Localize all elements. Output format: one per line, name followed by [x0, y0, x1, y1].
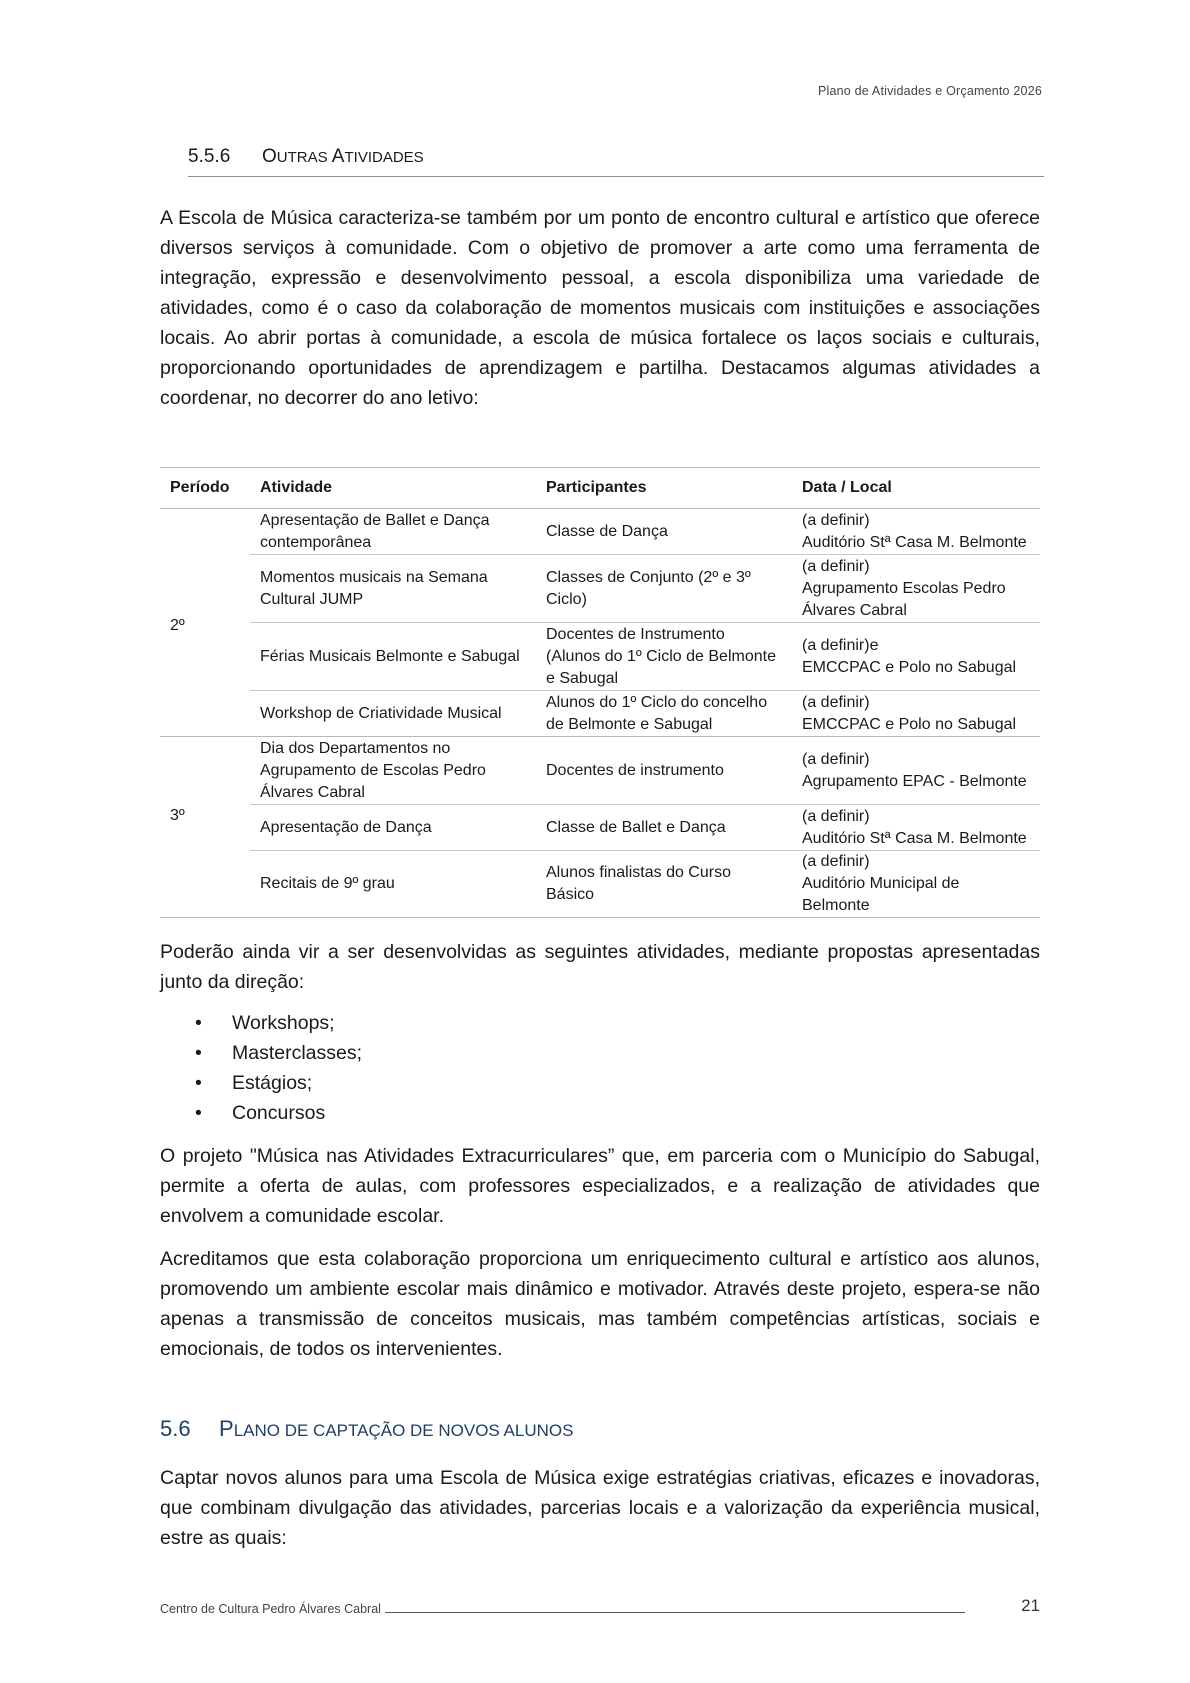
list-item: • Workshops; [160, 1008, 362, 1038]
section-heading-5-6: 5.6 PLANO DE CAPTAÇÃO DE NOVOS ALUNOS [160, 1416, 574, 1441]
section-number: 5.5.6 [188, 146, 231, 167]
section-number: 5.6 [160, 1416, 191, 1441]
header-activity: Atividade [250, 468, 536, 509]
date-place-cell: (a definir) Agrupamento Escolas Pedro Álvares Cabral [792, 555, 1040, 623]
footer-rule [385, 1611, 965, 1613]
participants-cell: Alunos do 1º Ciclo do concelho de Belmonte e Sabugal [536, 691, 792, 737]
activity-cell: Recitais de 9º grau [250, 851, 536, 918]
activity-cell: Apresentação de Ballet e Dança contemporânea [250, 509, 536, 555]
table-row [160, 737, 1040, 805]
page-footer [160, 1596, 1040, 1616]
table-row [160, 623, 1040, 691]
table-row [160, 851, 1040, 918]
table-row [160, 509, 1040, 555]
activities-table [160, 467, 1040, 918]
activity-cell: Férias Musicais Belmonte e Sabugal [250, 623, 536, 691]
date-place-cell: (a definir)e EMCCPAC e Polo no Sabugal [792, 623, 1040, 691]
date-place-cell: (a definir) EMCCPAC e Polo no Sabugal [792, 691, 1040, 737]
table-row [160, 555, 1040, 623]
activity-cell: Workshop de Criatividade Musical [250, 691, 536, 737]
date-place-cell: (a definir) Auditório Stª Casa M. Belmonte [792, 805, 1040, 851]
participants-cell: Classe de Ballet e Dança [536, 805, 792, 851]
participants-cell: Docentes de instrumento [536, 737, 792, 805]
footer-org: Centro de Cultura Pedro Álvares Cabral [160, 1602, 381, 1616]
table-header-row [160, 468, 1040, 509]
date-place-cell: (a definir) Auditório Stª Casa M. Belmonte [792, 509, 1040, 555]
bullet-list [160, 1008, 362, 1128]
list-item: • Masterclasses; [160, 1038, 362, 1068]
bullet-icon: • [195, 1072, 202, 1094]
list-item: • Estágios; [160, 1068, 362, 1098]
table-row [160, 691, 1040, 737]
participants-cell: Classes de Conjunto (2º e 3º Ciclo) [536, 555, 792, 623]
period-cell: 2º [160, 509, 250, 737]
section-heading-5-5-6: 5.5.6 OUTRAS ATIVIDADES [188, 146, 1044, 177]
table-row [160, 805, 1040, 851]
activity-cell: Momentos musicais na Semana Cultural JUMP [250, 555, 536, 623]
header-period: Período [160, 468, 250, 509]
header-participants: Participantes [536, 468, 792, 509]
paragraph-believe: Acreditamos que esta colaboração proporciona um enriquecimento cultural e artístico aos alunos, promovendo um ambiente escolar mais dinâmico e motivador. Através deste projeto, espera-se não apenas a transmissão de conceitos musicais, mas também competências artísticas, sociais e emocionais, de todos os intervenientes. [160, 1248, 1040, 1360]
bullet-icon: • [195, 1042, 202, 1064]
page-number: 21 [1021, 1596, 1040, 1615]
paragraph-more-activities: Poderão ainda vir a ser desenvolvidas as seguintes atividades, mediante propostas apresentadas junto da direção: [160, 941, 1040, 993]
header-date-place: Data / Local [792, 468, 1040, 509]
list-item: • Concursos [160, 1098, 362, 1128]
period-cell: 3º [160, 737, 250, 918]
date-place-cell: (a definir) Agrupamento EPAC - Belmonte [792, 737, 1040, 805]
bullet-icon: • [195, 1102, 202, 1124]
participants-cell: Alunos finalistas do Curso Básico [536, 851, 792, 918]
bullet-icon: • [195, 1012, 202, 1034]
activity-cell: Dia dos Departamentos no Agrupamento de Escolas Pedro Álvares Cabral [250, 737, 536, 805]
paragraph-project: O projeto "Música nas Atividades Extracurriculares” que, em parceria com o Município do Sabugal, permite a oferta de aulas, com professores especializados, e a realização de atividades que envolvem a comunidade escolar. [160, 1145, 1040, 1227]
participants-cell: Classe de Dança [536, 509, 792, 555]
activity-cell: Apresentação de Dança [250, 805, 536, 851]
running-header: Plano de Atividades e Orçamento 2026 [817, 84, 1042, 98]
intro-paragraph: A Escola de Música caracteriza-se também por um ponto de encontro cultural e artístico que oferece diversos serviços à comunidade. Com o objetivo de promover a arte como uma ferramenta de integração, expressão e desenvolvimento pessoal, a escola disponibiliza uma variedade de atividades, como é o caso da colaboração de momentos musicais com instituições e associações locais. Ao abrir portas à comunidade, a escola de música fortalece os laços sociais e culturais, proporcionando oportunidades de aprendizagem e partilha. Destacamos algumas atividades a coordenar, no decorrer do ano letivo: [160, 207, 1040, 409]
paragraph-captar: Captar novos alunos para uma Escola de Música exige estratégias criativas, eficazes e inovadoras, que combinam divulgação das atividades, parcerias locais e a valorização da experiência musical, estre as quais: [160, 1467, 1040, 1549]
date-place-cell: (a definir) Auditório Municipal de Belmonte [792, 851, 1040, 918]
participants-cell: Docentes de Instrumento (Alunos do 1º Ciclo de Belmonte e Sabugal [536, 623, 792, 691]
